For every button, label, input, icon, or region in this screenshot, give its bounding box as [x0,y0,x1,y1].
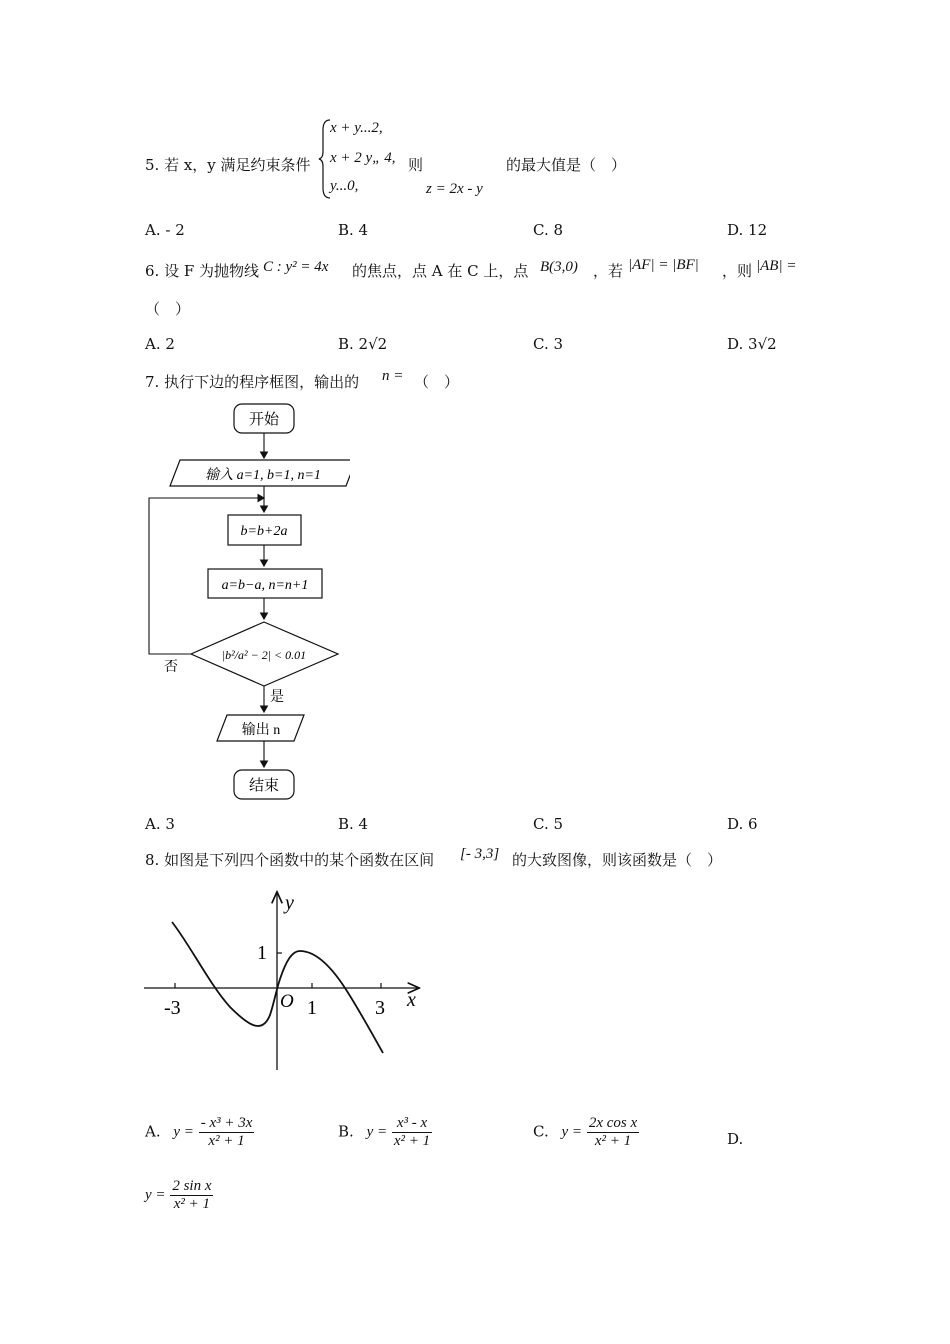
q5-constraint-2: x + 2 y„ 4, [330,150,396,166]
q5-option-b: B. 4 [338,221,369,239]
q5-constraint-3: y...0, [330,178,359,194]
q7-flowchart [140,398,350,808]
q6-option-d: D. 3√2 [727,335,777,353]
q8-option-c: C. y = $\frac{\text{2x cos x}}{\text{x² + 1}}$ [533,1115,638,1149]
graph-tick-y1: 1 [257,942,267,964]
q8-option-d: y = $\frac{\text{2 sin x}}{\text{x² + 1}}$ [145,1178,212,1212]
q8-interval: [- 3,3] [460,846,500,862]
q8-option-c-fraction: $\frac{\text{2x cos x}}{\text{x² + 1}}$ [588,1115,638,1149]
q7-option-b: B. 4 [338,815,369,833]
q6-option-c: C. 3 [533,335,564,353]
q6-lead: 6. 设 F 为抛物线 [145,262,260,280]
q8-option-b: B. y = $\frac{\text{x³ - x}}{\text{x² + 1}}$ [338,1115,431,1149]
q5-option-a: A. - 2 [145,221,185,239]
q7-ask: n = [382,368,404,384]
q6-ask: |AB| = [756,258,797,274]
q8-option-a: A. y = $\frac{\text{- x³ + 3x}}{\text{x² + 1}}$ [145,1115,253,1149]
q6-curve: C : y² = 4x [263,259,329,275]
q8-option-a-fraction: $\frac{\text{- x³ + 3x}}{\text{x² + 1}}$ [200,1115,253,1149]
q5-option-c: C. 8 [533,221,564,239]
q7-paren: （ ） [414,373,460,391]
q6-option-b: B. 2√2 [338,335,388,353]
graph-tick-neg3: -3 [164,997,181,1019]
q8-option-d-label: D. [727,1130,744,1148]
graph-y-label: y [285,892,294,914]
q6-mid1: 的焦点，点 A 在 C 上，点 [352,262,529,280]
q8-graph [140,885,430,1075]
q5-lead: 5. 若 x，y 满足约束条件 [145,156,311,174]
q7-option-d: D. 6 [727,815,758,833]
flow-start-text: 开始 [248,412,280,428]
flow-no-label: 否 [164,660,178,675]
flow-input-text: 输入 a=1, b=1, n=1 [205,468,321,483]
graph-origin-label: O [280,991,294,1012]
flow-yes-label: 是 [270,690,284,705]
q6-mid2: ，若 [593,262,624,280]
q5-objective: z = 2x - y [426,181,483,197]
flow-output-text: 输出 n [241,723,281,738]
q8-lead: 8. 如图是下列四个函数中的某个函数在区间 [145,851,435,869]
q5-tail: 的最大值是（ ） [506,156,627,174]
q6-point: B(3,0) [540,259,578,275]
q6-condition: |AF| = |BF| [628,257,699,273]
graph-tick-3: 3 [375,997,385,1019]
q5-then: 则 [408,156,424,174]
q6-mid3: ，则 [722,262,753,280]
q8-option-b-fraction: $\frac{\text{x³ - x}}{\text{x² + 1}}$ [393,1115,431,1149]
q7-option-c: C. 5 [533,815,564,833]
q6-option-a: A. 2 [145,335,175,353]
q5-constraint-1: x + y...2, [330,120,383,136]
flow-step1-text: b=b+2a [240,524,288,539]
q6-paren: （ ） [145,300,191,318]
q7-option-a: A. 3 [145,815,175,833]
flow-end-text: 结束 [248,778,280,794]
q8-option-d-fraction: $\frac{\text{2 sin x}}{\text{x² + 1}}$ [172,1178,212,1212]
q7-lead: 7. 执行下边的程序框图，输出的 [145,373,360,391]
flow-decision-text: |b²/a² − 2| < 0.01 [221,648,307,662]
graph-x-label: x [407,989,416,1011]
flow-step2-text: a=b−a, n=n+1 [221,578,309,593]
q8-tail: 的大致图像，则该函数是（ ） [512,851,723,869]
graph-tick-1: 1 [307,997,317,1019]
q5-option-d: D. 12 [727,221,768,239]
